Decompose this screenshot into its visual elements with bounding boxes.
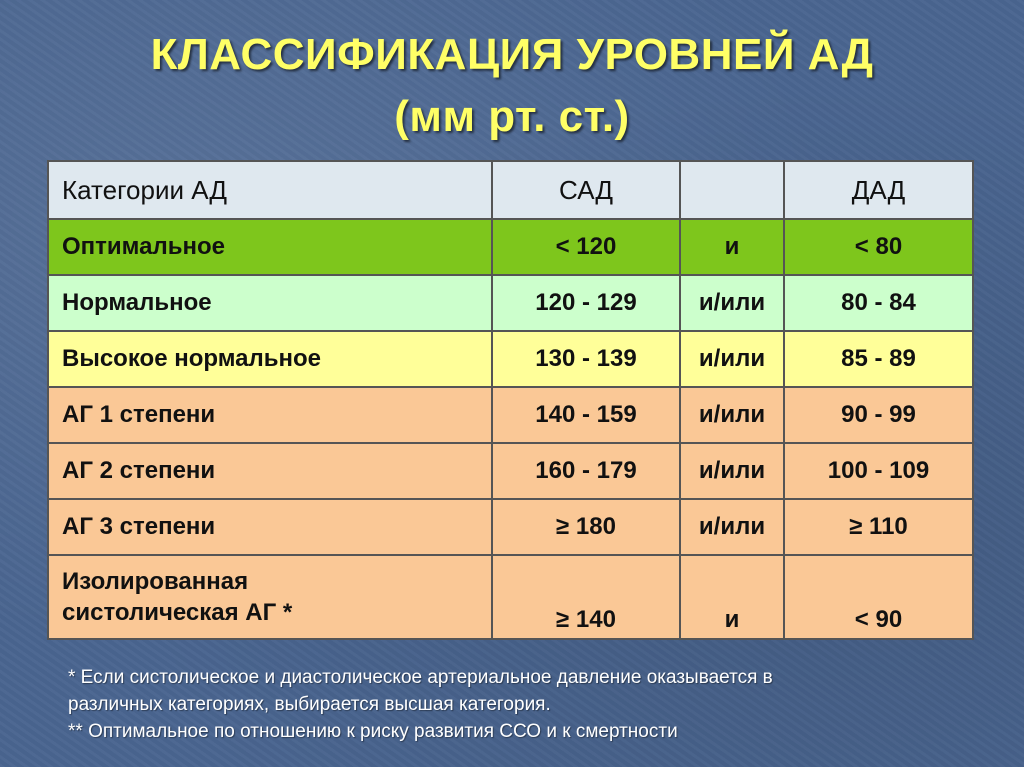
row-conj: и bbox=[680, 219, 784, 275]
row-category-line2: систолическая АГ * bbox=[62, 599, 293, 626]
table-row bbox=[48, 219, 973, 275]
slide-subtitle-units: (мм рт. ст.) bbox=[394, 92, 630, 141]
bp-classification-table bbox=[47, 160, 974, 640]
row-dad: < 90 bbox=[784, 555, 973, 639]
row-category: АГ 3 степени bbox=[48, 499, 492, 555]
table-row bbox=[48, 387, 973, 443]
row-sad: 160 - 179 bbox=[492, 443, 680, 499]
table-row bbox=[48, 555, 973, 639]
row-dad: 80 - 84 bbox=[784, 275, 973, 331]
row-conj: и/или bbox=[680, 387, 784, 443]
footnote-line-1: * Если систолическое и диастолическое артериальное давление оказывается в bbox=[68, 667, 773, 688]
row-conj: и/или bbox=[680, 275, 784, 331]
row-sad: 120 - 129 bbox=[492, 275, 680, 331]
row-sad: ≥ 180 bbox=[492, 499, 680, 555]
row-sad: 140 - 159 bbox=[492, 387, 680, 443]
row-dad: 85 - 89 bbox=[784, 331, 973, 387]
footnote-line-2: различных категориях, выбирается высшая категория. bbox=[68, 694, 551, 715]
table-row bbox=[48, 443, 973, 499]
slide-title: КЛАССИФИКАЦИЯ УРОВНЕЙ АД bbox=[150, 30, 874, 79]
table-header-row bbox=[48, 161, 973, 219]
row-dad: < 80 bbox=[784, 219, 973, 275]
table-row bbox=[48, 331, 973, 387]
row-category: АГ 2 степени bbox=[48, 443, 492, 499]
row-conj: и/или bbox=[680, 499, 784, 555]
row-conj: и/или bbox=[680, 443, 784, 499]
header-conj bbox=[680, 161, 784, 219]
header-sad: САД bbox=[492, 161, 680, 219]
footnote-line-3: ** Оптимальное по отношению к риску развития ССО и к смертности bbox=[68, 721, 678, 742]
row-conj: и/или bbox=[680, 331, 784, 387]
header-dad: ДАД bbox=[784, 161, 973, 219]
row-category: Оптимальное bbox=[48, 219, 492, 275]
table-row bbox=[48, 499, 973, 555]
row-category bbox=[48, 555, 492, 639]
row-conj: и bbox=[680, 555, 784, 639]
row-category: АГ 1 степени bbox=[48, 387, 492, 443]
row-dad: 90 - 99 bbox=[784, 387, 973, 443]
row-category: Нормальное bbox=[48, 275, 492, 331]
row-category: Высокое нормальное bbox=[48, 331, 492, 387]
header-category: Категории АД bbox=[48, 161, 492, 219]
row-sad: < 120 bbox=[492, 219, 680, 275]
row-dad: 100 - 109 bbox=[784, 443, 973, 499]
footnotes bbox=[68, 664, 968, 745]
row-category-line1: Изолированная bbox=[62, 568, 249, 595]
row-sad: 130 - 139 bbox=[492, 331, 680, 387]
row-sad: ≥ 140 bbox=[492, 555, 680, 639]
table-row bbox=[48, 275, 973, 331]
row-dad: ≥ 110 bbox=[784, 499, 973, 555]
